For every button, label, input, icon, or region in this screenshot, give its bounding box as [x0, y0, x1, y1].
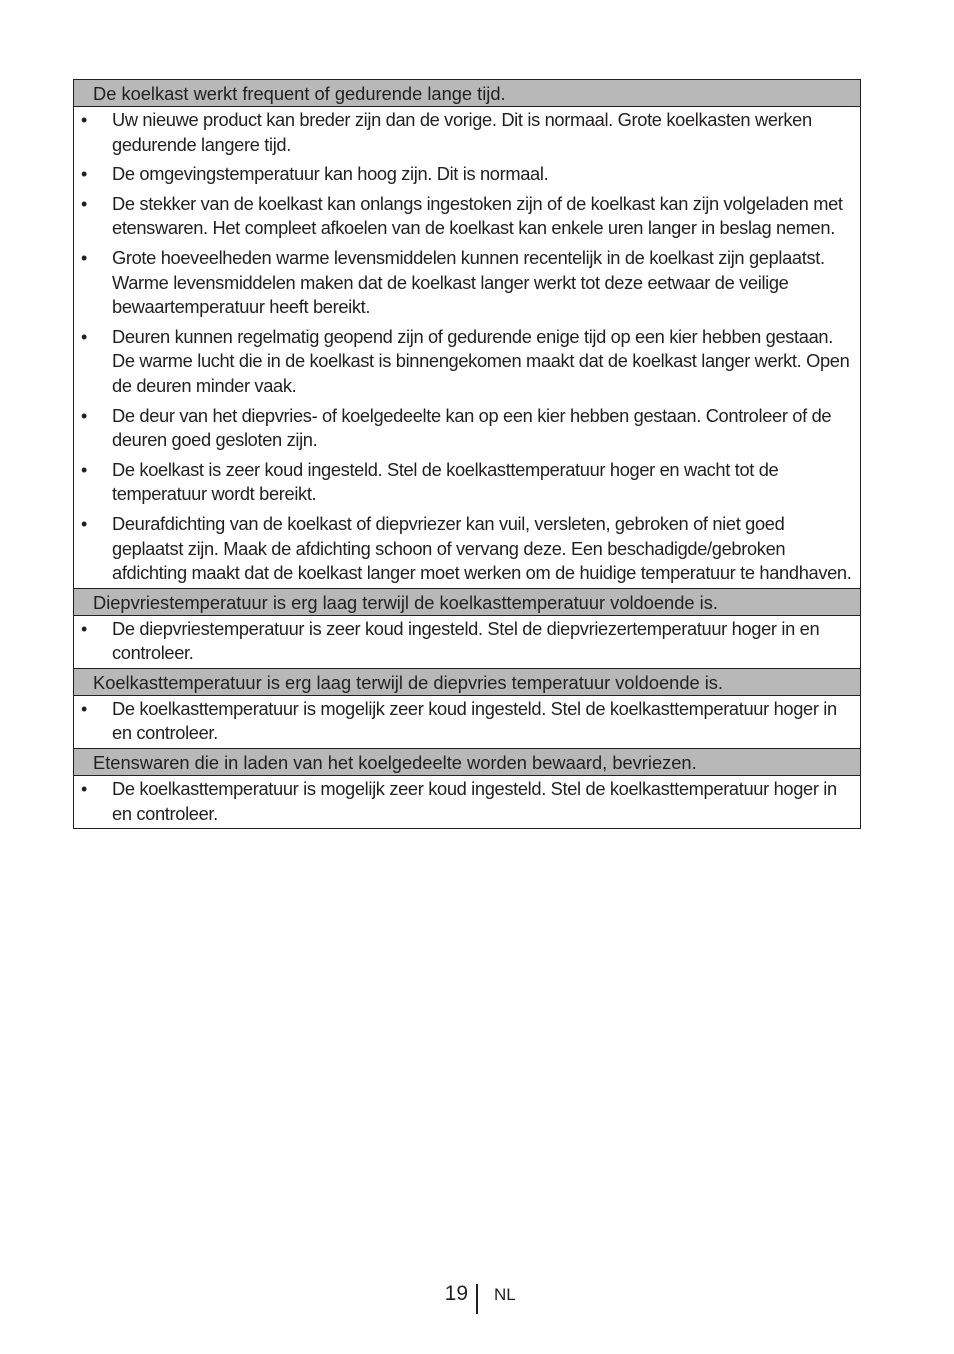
list-item-text: De koelkast is zeer koud ingesteld. Stel de koelkasttemperatuur hoger en wacht tot de temperatuur wordt bereikt.	[112, 458, 779, 505]
troubleshooting-table	[73, 79, 861, 829]
bullet-icon: •	[81, 779, 87, 800]
list-item	[74, 458, 860, 512]
list-item	[74, 246, 860, 325]
section-body	[74, 616, 860, 669]
bullet-icon: •	[81, 405, 87, 426]
list-item-text: Uw nieuwe product kan breder zijn dan de vorige. Dit is normaal. Grote koelkasten werken gedurende langere tijd.	[112, 109, 812, 155]
list-item	[74, 325, 860, 404]
section-body	[74, 696, 860, 749]
bullet-list	[74, 777, 860, 826]
list-item-text: Deurafdichting van de koelkast of diepvriezer kan vuil, versleten, gebroken of niet goed geplaatst zijn. Maak de afdichting schoon of vervang deze. Een beschadigde/gebroken afdichting maakt dat de koelkast langer moet werken om de huidige temperatuur te handhaven.	[112, 512, 852, 584]
section-body	[74, 776, 860, 829]
page-number: 19	[444, 1282, 468, 1305]
list-item	[74, 192, 860, 246]
list-item-text: De omgevingstemperatuur kan hoog zijn. Dit is normaal.	[112, 163, 549, 185]
list-item-text: De stekker van de koelkast kan onlangs ingestoken zijn of de koelkast kan zijn volgeladen met etenswaren. Het compleet afkoelen van de koelkast kan enkele uren langer in beslag nemen.	[112, 192, 843, 239]
list-item	[74, 512, 860, 586]
section-heading: De koelkast werkt frequent of gedurende lange tijd.	[74, 80, 860, 107]
list-item	[74, 617, 860, 666]
bullet-icon: •	[81, 164, 87, 185]
list-item-text: Deuren kunnen regelmatig geopend zijn of gedurende enige tijd op een kier hebben gestaan. De warme lucht die in de koelkast is binnengekomen maakt dat de koelkast langer werkt. Open de deuren minder vaak.	[112, 325, 850, 396]
list-item	[74, 697, 860, 746]
list-item-text: De koelkasttemperatuur is mogelijk zeer koud ingesteld. Stel de koelkasttemperatuur hoger in en controleer.	[112, 778, 837, 824]
list-item-text: De deur van het diepvries- of koelgedeelte kan op een kier hebben gestaan. Controleer of de deuren goed gesloten zijn.	[112, 404, 832, 451]
bullet-list	[74, 697, 860, 746]
section-heading: Koelkasttemperatuur is erg laag terwijl de diepvries temperatuur voldoende is.	[74, 669, 860, 696]
bullet-list	[74, 108, 860, 586]
list-item-text: De diepvriestemperatuur is zeer koud ingesteld. Stel de diepvriezertemperatuur hoger in en controleer.	[112, 617, 820, 664]
list-item	[74, 404, 860, 458]
section-body	[74, 107, 860, 589]
section-heading: Etenswaren die in laden van het koelgedeelte worden bewaard, bevriezen.	[74, 749, 860, 776]
bullet-icon: •	[81, 459, 87, 480]
bullet-icon: •	[81, 513, 87, 534]
section-heading: Diepvriestemperatuur is erg laag terwijl de koelkasttemperatuur voldoende is.	[74, 589, 860, 616]
language-code: NL	[494, 1285, 516, 1304]
bullet-icon: •	[81, 193, 87, 214]
list-item	[74, 108, 860, 162]
list-item-text: Grote hoeveelheden warme levensmiddelen kunnen recentelijk in de koelkast zijn geplaatst. Warme levensmiddelen maken dat de koelkast langer werkt tot deze eetwaar de veilige bewaartemperatuur heeft bereikt.	[112, 246, 825, 318]
bullet-icon: •	[81, 698, 87, 719]
list-item	[74, 777, 860, 826]
bullet-icon: •	[81, 326, 87, 347]
bullet-icon: •	[81, 618, 87, 639]
bullet-icon: •	[81, 110, 87, 130]
list-item	[74, 162, 860, 192]
bullet-list	[74, 617, 860, 666]
list-item-text: De koelkasttemperatuur is mogelijk zeer koud ingesteld. Stel de koelkasttemperatuur hoger in en controleer.	[112, 697, 837, 744]
bullet-icon: •	[81, 247, 87, 268]
footer-divider	[476, 1284, 478, 1314]
page-footer	[0, 1281, 954, 1315]
